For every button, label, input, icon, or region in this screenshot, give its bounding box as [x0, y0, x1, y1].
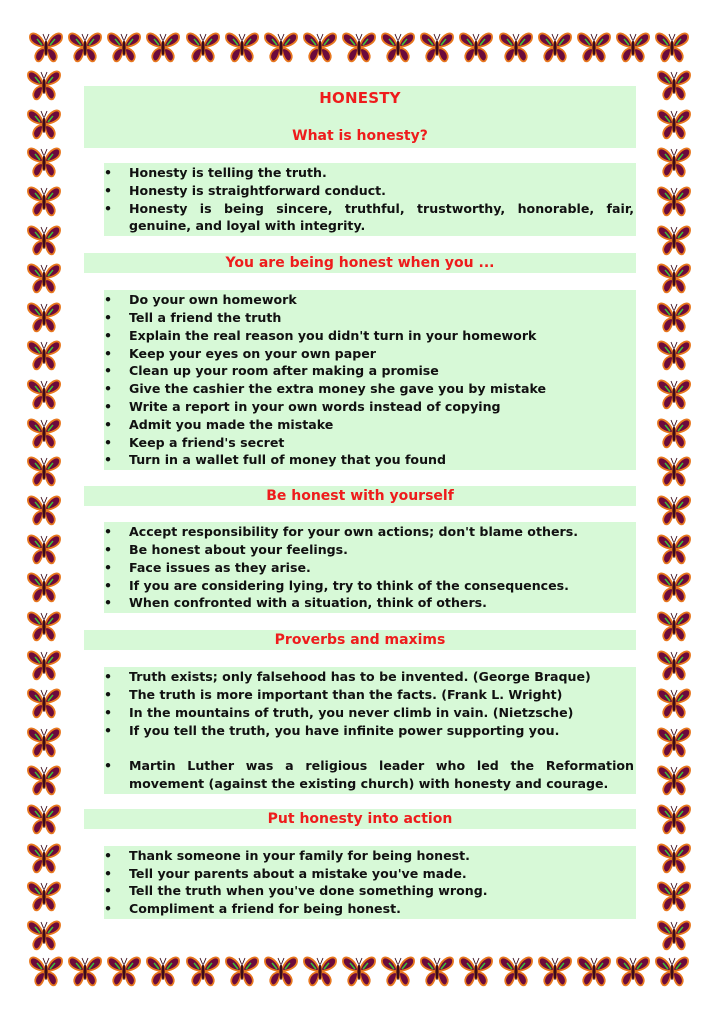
- list-item: • If you tell the truth, you have infinite power supporting you.: [104, 722, 636, 740]
- butterfly-icon: [656, 223, 692, 257]
- list-item: • Keep a friend's secret: [104, 434, 636, 452]
- butterfly-icon: [302, 30, 338, 64]
- butterfly-icon: [656, 686, 692, 720]
- butterfly-icon: [380, 954, 416, 988]
- page-title: HONESTY: [319, 89, 401, 107]
- butterfly-icon: [656, 107, 692, 141]
- butterfly-icon: [26, 609, 62, 643]
- butterfly-icon: [656, 918, 692, 952]
- butterfly-icon: [185, 954, 221, 988]
- butterfly-icon: [656, 261, 692, 295]
- butterfly-icon: [26, 570, 62, 604]
- butterfly-icon: [615, 30, 651, 64]
- butterfly-icon: [26, 261, 62, 295]
- butterfly-icon: [263, 954, 299, 988]
- list-item: • Tell a friend the truth: [104, 309, 636, 327]
- butterfly-icon: [656, 68, 692, 102]
- list-item: • When confronted with a situation, think of others.: [104, 594, 636, 612]
- butterfly-icon: [302, 954, 338, 988]
- butterfly-icon: [656, 454, 692, 488]
- butterfly-icon: [26, 338, 62, 372]
- list-item: • Clean up your room after making a promise: [104, 362, 636, 380]
- butterfly-icon: [498, 954, 534, 988]
- butterfly-icon: [224, 30, 260, 64]
- butterfly-icon: [656, 648, 692, 682]
- list-be-honest-yourself: [104, 522, 636, 613]
- worksheet-content: [84, 86, 636, 919]
- butterfly-icon: [26, 802, 62, 836]
- list-honest-when: [104, 290, 636, 470]
- butterfly-icon: [458, 954, 494, 988]
- butterfly-icon: [26, 454, 62, 488]
- section-heading-what-is-honesty: What is honesty?: [292, 128, 428, 144]
- list-item: • Compliment a friend for being honest.: [104, 900, 636, 918]
- list-item: • Explain the real reason you didn't turn in your homework: [104, 327, 636, 345]
- list-item: • If you are considering lying, try to think of the consequences.: [104, 577, 636, 595]
- butterfly-icon: [26, 377, 62, 411]
- butterfly-icon: [28, 30, 64, 64]
- list-item: • Keep your eyes on your own paper: [104, 345, 636, 363]
- butterfly-icon: [656, 763, 692, 797]
- butterfly-icon: [26, 416, 62, 450]
- butterfly-border-bottom: [0, 952, 719, 992]
- butterfly-icon: [654, 30, 690, 64]
- list-item: • Honesty is straightforward conduct.: [104, 182, 636, 200]
- butterfly-icon: [67, 954, 103, 988]
- butterfly-icon: [656, 145, 692, 179]
- butterfly-icon: [656, 184, 692, 218]
- butterfly-icon: [145, 954, 181, 988]
- list-item: • Face issues as they arise.: [104, 559, 636, 577]
- butterfly-border-left: [24, 68, 64, 952]
- butterfly-icon: [26, 493, 62, 527]
- butterfly-icon: [656, 570, 692, 604]
- list-item: • Honesty is telling the truth.: [104, 164, 636, 182]
- list-item: • Thank someone in your family for being honest.: [104, 847, 636, 865]
- butterfly-icon: [26, 686, 62, 720]
- butterfly-icon: [26, 648, 62, 682]
- list-item: • Turn in a wallet full of money that you found: [104, 451, 636, 469]
- butterfly-icon: [656, 377, 692, 411]
- butterfly-icon: [419, 954, 455, 988]
- butterfly-icon: [656, 416, 692, 450]
- list-item: • Martin Luther was a religious leader who led the Reformation movement (against the existing church) with honesty and courage.: [104, 757, 636, 793]
- butterfly-icon: [341, 954, 377, 988]
- butterfly-icon: [656, 802, 692, 836]
- list-item: • Accept responsibility for your own actions; don't blame others.: [104, 523, 636, 541]
- butterfly-icon: [26, 918, 62, 952]
- list-item: • Tell the truth when you've done something wrong.: [104, 882, 636, 900]
- butterfly-icon: [26, 841, 62, 875]
- butterfly-icon: [656, 609, 692, 643]
- list-proverbs: [104, 667, 636, 794]
- butterfly-icon: [656, 493, 692, 527]
- butterfly-icon: [106, 954, 142, 988]
- list-item: • Tell your parents about a mistake you've made.: [104, 865, 636, 883]
- butterfly-icon: [656, 532, 692, 566]
- butterfly-icon: [26, 68, 62, 102]
- butterfly-border-right: [654, 68, 694, 952]
- butterfly-icon: [458, 30, 494, 64]
- butterfly-icon: [67, 30, 103, 64]
- butterfly-icon: [26, 300, 62, 334]
- butterfly-icon: [537, 30, 573, 64]
- butterfly-icon: [26, 879, 62, 913]
- butterfly-icon: [263, 30, 299, 64]
- butterfly-icon: [419, 30, 455, 64]
- butterfly-icon: [656, 841, 692, 875]
- section-heading-proverbs: Proverbs and maxims: [84, 630, 636, 650]
- section-heading-put-into-action: Put honesty into action: [84, 809, 636, 829]
- butterfly-icon: [537, 954, 573, 988]
- butterfly-icon: [656, 879, 692, 913]
- butterfly-icon: [224, 954, 260, 988]
- butterfly-icon: [26, 763, 62, 797]
- butterfly-icon: [26, 223, 62, 257]
- list-item: • Give the cashier the extra money she gave you by mistake: [104, 380, 636, 398]
- butterfly-icon: [185, 30, 221, 64]
- butterfly-icon: [26, 532, 62, 566]
- butterfly-icon: [26, 725, 62, 759]
- list-item: • Be honest about your feelings.: [104, 541, 636, 559]
- list-item: • Do your own homework: [104, 291, 636, 309]
- butterfly-icon: [26, 145, 62, 179]
- butterfly-icon: [656, 300, 692, 334]
- section-heading-be-honest-yourself: Be honest with yourself: [84, 486, 636, 506]
- butterfly-icon: [26, 184, 62, 218]
- list-item: • In the mountains of truth, you never climb in vain. (Nietzsche): [104, 704, 636, 722]
- title-box: [84, 86, 636, 148]
- butterfly-icon: [654, 954, 690, 988]
- list-item: • The truth is more important than the facts. (Frank L. Wright): [104, 686, 636, 704]
- list-put-into-action: [104, 846, 636, 919]
- list-item: • Admit you made the mistake: [104, 416, 636, 434]
- list-item: • Write a report in your own words instead of copying: [104, 398, 636, 416]
- list-what-is-honesty: [104, 163, 636, 236]
- butterfly-icon: [656, 725, 692, 759]
- list-item: • Honesty is being sincere, truthful, trustworthy, honorable, fair, genuine, and loyal with integrity.: [104, 200, 636, 236]
- butterfly-icon: [145, 30, 181, 64]
- butterfly-icon: [615, 954, 651, 988]
- section-heading-honest-when: You are being honest when you ...: [84, 253, 636, 273]
- butterfly-icon: [26, 107, 62, 141]
- butterfly-icon: [576, 30, 612, 64]
- butterfly-icon: [341, 30, 377, 64]
- butterfly-icon: [576, 954, 612, 988]
- list-item: • Truth exists; only falsehood has to be invented. (George Braque): [104, 668, 636, 686]
- butterfly-icon: [28, 954, 64, 988]
- butterfly-icon: [106, 30, 142, 64]
- butterfly-icon: [656, 338, 692, 372]
- butterfly-border-top: [0, 28, 719, 68]
- butterfly-icon: [498, 30, 534, 64]
- butterfly-icon: [380, 30, 416, 64]
- list-spacer: [104, 739, 636, 757]
